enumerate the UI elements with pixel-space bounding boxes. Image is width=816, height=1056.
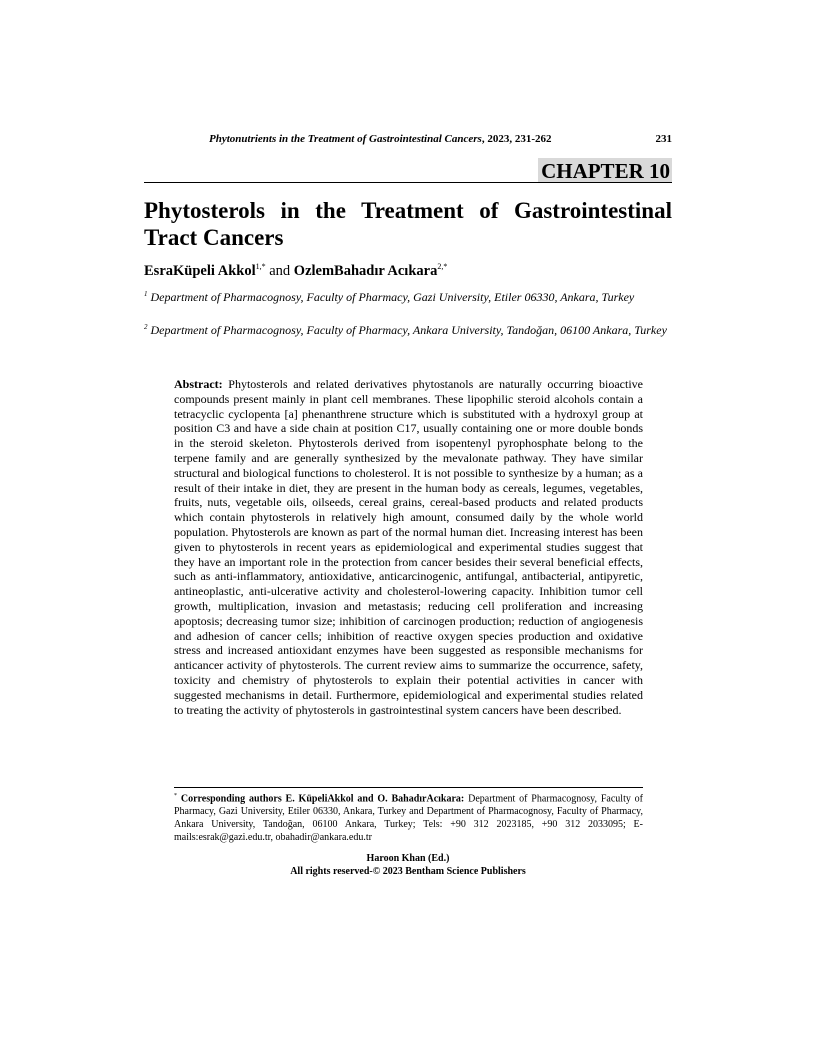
editor-line: Haroon Khan (Ed.) [366,853,450,864]
abstract-text: Phytosterols and related derivatives phytostanols are naturally occurring bioactive compounds present mainly in plant cell membranes. These lipophilic steroid alcohols contain a tetracyclic cyclopenta [a] phenanthrene structure which is substituted with a hydroxyl group at position C3 and have a side chain at position C17, usually containing one or more double bonds in the steroid skeleton. Phytosterols derived from isopentenyl pyrophosphate belong to the terpene family and are generally synthesized by the mevalonate pathway. They have similar structural and biological functions to cholesterol. It is not possible to synthesize by a human; as a result of their intake in diet, they are present in the human body as cereals, legumes, vegetables, fruits, nuts, vegetable oils, oilseeds, cereal grains, cereal-based products and related products which contain phytosterols in relatively high amount, consumed daily by the whole world population. Phytosterols are known as part of the normal human diet. Increasing interest has been given to phytosterols in recent years as epidemiological and experimental studies suggest that they have an important role in the protection from cancer besides their several beneficial effects, such as anti-inflammatory, antioxidative, anticarcinogenic, antifungal, antibacterial, antipyretic, antineoplastic, anti-ulcerative activity and cholesterol-lowering capacity. Inhibition tumor cell growth, multiplication, invasion and metastasis; reducing cell proliferation and increasing apoptosis; decreasing tumor size; inhibition of carcinogen production; reduction of angiogenesis and adhesion of cancer cells; inhibition of reactive oxygen species production and oxidative stress and increased antioxidant enzymes have been suggested as responsible mechanisms for anticancer activity of phytosterols. The current review aims to summarize the occurrence, safety, toxicity and chemistry of phytosterols to explain their potential activities in cancer with suggested mechanisms in detail. Furthermore, epidemiological and experimental studies related to treating the activity of phytosterols in gastrointestinal system cancers have been described. [174,377,643,717]
footnote-marker: * [174,793,177,799]
running-header [209,133,672,145]
affiliation-2 [144,319,672,338]
author-1-name: EsraKüpeli Akkol [144,262,256,279]
author-line [144,262,447,280]
affiliation-1-marker: 1 [144,290,148,298]
author-2-name: OzlemBahadır Acıkara [293,262,438,279]
author-2-affiliation-marker: 2,* [437,262,448,271]
chapter-label: CHAPTER 10 [538,158,672,183]
footnote-text: Department of Pharmacognosy, Faculty of Pharmacy, Gazi University, Etiler 06330, Ankara, Turkey and Department of Pharmacognosy, Faculty of Pharmacy, Ankara University, Tandoğan, 06100 Ankara, Turkey; Tels: +90 312 2023185, +90 312 2033095; E-mails:esrak@gazi.edu.tr, obahadir@ankara.edu.tr [174,793,644,844]
publisher-block [144,852,672,878]
rights-line: All rights reserved-© 2023 Bentham Science Publishers [290,866,526,877]
abstract-label: Abstract: [174,377,223,391]
affiliation-2-text: Department of Pharmacognosy, Faculty of Pharmacy, Ankara University, Tandoğan, 06100 Ankara, Turkey [150,323,667,337]
affiliation-1-text: Department of Pharmacognosy, Faculty of Pharmacy, Gazi University, Etiler 06330, Ankara, Turkey [150,290,635,304]
corresponding-author-footnote [174,790,643,845]
journal-title: Phytonutrients in the Treatment of Gastrointestinal Cancers [209,133,482,145]
affiliation-1 [144,286,672,305]
page-number: 231 [655,133,672,145]
footnote-divider [174,787,643,788]
journal-year-pages: , 2023, 231-262 [481,133,552,145]
chapter-divider [144,182,672,183]
footnote-label: Corresponding authors E. KüpeliAkkol and O. BahadırAcıkara: [180,793,465,805]
chapter-title: Phytosterols in the Treatment of Gastrointestinal Tract Cancers [144,198,672,250]
author-1-affiliation-marker: 1,* [255,262,266,271]
affiliation-2-marker: 2 [144,323,148,331]
abstract [174,377,643,717]
author-connector: and [265,262,294,279]
